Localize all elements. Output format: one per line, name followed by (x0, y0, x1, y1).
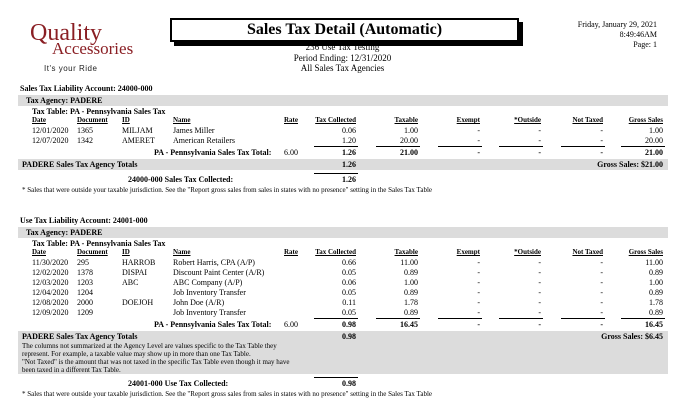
agency-totals-label: PADERE Sales Tax Agency Totals (22, 332, 138, 341)
table-row-cell: James Miller (173, 126, 215, 135)
collected-rule (314, 377, 358, 378)
table-row-cell: 0.06 (342, 126, 356, 135)
tax-agency-band (18, 95, 668, 106)
total-rule (438, 318, 482, 319)
agency-totals-note: "Not Taxed" is the amount that was not taxed in the specific Tax Table even though it may have (22, 358, 290, 366)
column-header: Rate (284, 116, 298, 124)
table-row-cell: - (477, 288, 480, 297)
table-row-cell: 1.00 (649, 126, 663, 135)
tax-table-total-value: - (477, 148, 480, 157)
table-row-cell: ABC Company (A/P) (173, 278, 243, 287)
column-header: Tax Collected (315, 116, 356, 124)
table-row-cell: - (538, 288, 541, 297)
table-row-cell: John Doe (A/R) (173, 298, 225, 307)
table-row-cell: - (600, 298, 603, 307)
tax-agency-heading: Tax Agency: PADERE (26, 228, 103, 237)
total-rule (438, 146, 482, 147)
table-row-cell: 1.78 (404, 298, 418, 307)
agency-totals-tax: 1.26 (342, 160, 356, 169)
table-row-cell: 0.66 (342, 258, 356, 267)
column-header: Document (77, 248, 108, 256)
column-header: Name (173, 248, 191, 256)
tax-table-total-value: - (538, 320, 541, 329)
table-row-cell: Job Inventory Transfer (173, 308, 246, 317)
tax-collected-value: 1.26 (342, 175, 356, 184)
tax-table-total-label: PA - Pennsylvania Sales Tax Total: (154, 148, 272, 157)
tax-table-total-value: - (600, 320, 603, 329)
company-name: 236 Use Tax Testing (305, 42, 380, 52)
table-row-cell: 1209 (77, 308, 93, 317)
agency-totals-tax: 0.98 (342, 332, 356, 341)
table-row-cell: - (538, 268, 541, 277)
column-header: *Outside (514, 248, 541, 256)
collected-rule (314, 173, 358, 174)
table-row-cell: 1.00 (404, 126, 418, 135)
column-header: Date (32, 248, 46, 256)
table-row-cell: 1365 (77, 126, 93, 135)
period-ending: Period Ending: 12/31/2020 (293, 53, 392, 63)
logo-tagline: It's your Ride (44, 64, 98, 73)
table-row-cell: - (538, 298, 541, 307)
table-row-cell: 11.00 (645, 258, 663, 267)
column-header: Taxable (394, 248, 418, 256)
table-row-cell: - (600, 278, 603, 287)
tax-table-total-value: 16.45 (645, 320, 663, 329)
tax-table-heading: Tax Table: PA - Pennsylvania Sales Tax (32, 239, 166, 248)
tax-table-total-value: - (600, 148, 603, 157)
logo-wordmark-quality: Quality (30, 20, 102, 46)
tax-table-total-value: - (477, 320, 480, 329)
column-header: Taxable (394, 116, 418, 124)
tax-table-total-rate: 6.00 (284, 320, 298, 329)
table-row-cell: - (477, 268, 480, 277)
table-row-cell: 1.00 (649, 278, 663, 287)
table-row-cell: 12/02/2020 (32, 268, 69, 277)
tax-collected-label: 24001-000 Use Tax Collected: (128, 379, 229, 388)
table-row-cell: 12/01/2020 (32, 126, 69, 135)
table-row-cell: 0.89 (404, 288, 418, 297)
table-row-cell: 295 (77, 258, 89, 267)
column-header: Exempt (456, 248, 480, 256)
table-row-cell: 0.89 (649, 308, 663, 317)
table-row-cell: 12/07/2020 (32, 136, 69, 145)
column-header: ID (122, 248, 130, 256)
logo-wordmark-accessories: Accessories (52, 39, 134, 58)
table-row-cell: - (600, 288, 603, 297)
table-row-cell: - (477, 126, 480, 135)
table-row-cell: 1204 (77, 288, 93, 297)
table-row-cell: 20.00 (400, 136, 418, 145)
table-row-cell: 12/04/2020 (32, 288, 69, 297)
column-header: Not Taxed (572, 248, 603, 256)
column-header: Exempt (456, 116, 480, 124)
table-row-cell: 12/09/2020 (32, 308, 69, 317)
table-row-cell: - (477, 136, 480, 145)
total-rule (376, 318, 420, 319)
total-rule (314, 146, 358, 147)
column-header: Gross Sales (628, 248, 663, 256)
table-row-cell: - (600, 308, 603, 317)
table-row-cell: 11.00 (400, 258, 418, 267)
table-row-cell: - (477, 258, 480, 267)
table-row-cell: 12/03/2020 (32, 278, 69, 287)
table-row-cell: DISPAI (122, 268, 148, 277)
table-row-cell: 0.05 (342, 268, 356, 277)
table-row-cell: Robert Harris, CPA (A/P) (173, 258, 255, 267)
table-row-cell: 11/30/2020 (32, 258, 69, 267)
table-row-cell: 2000 (77, 298, 93, 307)
agency-totals-note: represent. For example, a taxable value may show up in more than one Tax Table. (22, 350, 251, 358)
table-row-cell: Discount Paint Center (A/R) (173, 268, 265, 277)
table-row-cell: - (538, 126, 541, 135)
column-header: Gross Sales (628, 116, 663, 124)
table-row-cell: 0.11 (342, 298, 356, 307)
column-header: Document (77, 116, 108, 124)
column-header: Name (173, 116, 191, 124)
tax-table-total-label: PA - Pennsylvania Sales Tax Total: (154, 320, 272, 329)
tax-table-total-value: - (538, 148, 541, 157)
table-row-cell: - (538, 278, 541, 287)
table-row-cell: 0.89 (404, 308, 418, 317)
tax-table-total-value: 0.98 (342, 320, 356, 329)
table-row-cell: American Retailers (173, 136, 235, 145)
table-row-cell: 0.05 (342, 308, 356, 317)
report-scope: All Sales Tax Agencies (300, 63, 385, 73)
table-row-cell: MILJAM (122, 126, 153, 135)
table-row-cell: - (477, 278, 480, 287)
table-row-cell: 1.78 (649, 298, 663, 307)
agency-totals-label: PADERE Sales Tax Agency Totals (22, 160, 138, 169)
table-row-cell: 0.05 (342, 288, 356, 297)
table-row-cell: - (538, 308, 541, 317)
report-title: Sales Tax Detail (Automatic) (170, 18, 519, 42)
tax-agency-heading: Tax Agency: PADERE (26, 96, 103, 105)
table-row-cell: - (538, 258, 541, 267)
table-row-cell: - (538, 136, 541, 145)
table-row-cell: 1203 (77, 278, 93, 287)
total-rule (499, 146, 543, 147)
table-row-cell: DOEJOH (122, 298, 154, 307)
table-row-cell: 12/08/2020 (32, 298, 69, 307)
table-row-cell: Job Inventory Transfer (173, 288, 246, 297)
table-row-cell: 0.89 (649, 268, 663, 277)
liability-account-heading: Use Tax Liability Account: 24001-000 (20, 216, 148, 225)
table-row-cell: 0.89 (649, 288, 663, 297)
table-row-cell: - (600, 136, 603, 145)
liability-account-heading: Sales Tax Liability Account: 24000-000 (20, 84, 153, 93)
tax-table-heading: Tax Table: PA - Pennsylvania Sales Tax (32, 107, 166, 116)
agency-totals-note: The columns not summarized at the Agency Level are values specific to the Tax Table they (22, 342, 277, 350)
report-time: 8:49:46AM (619, 30, 657, 39)
table-row-cell: 1378 (77, 268, 93, 277)
tax-table-total-value: 16.45 (400, 320, 418, 329)
tax-table-total-rate: 6.00 (284, 148, 298, 157)
table-row-cell: AMERET (122, 136, 155, 145)
outside-jurisdiction-footnote: * Sales that were outside your taxable jurisdiction. See the "Report gross sales from sales in states with no presence" setting in the Sales Tax Table (22, 390, 432, 398)
total-rule (314, 318, 358, 319)
total-rule (621, 146, 665, 147)
column-header: *Outside (514, 116, 541, 124)
table-row-cell: 20.00 (645, 136, 663, 145)
table-row-cell: - (477, 298, 480, 307)
tax-collected-value: 0.98 (342, 379, 356, 388)
total-rule (621, 318, 665, 319)
agency-gross-sales: Gross Sales: $6.45 (601, 332, 663, 341)
table-row-cell: - (600, 126, 603, 135)
column-header: Not Taxed (572, 116, 603, 124)
agency-totals-note: been taxed in a different Tax Table. (22, 366, 121, 374)
page-number: Page: 1 (633, 40, 657, 49)
total-rule (499, 318, 543, 319)
tax-table-total-value: 21.00 (645, 148, 663, 157)
total-rule (561, 146, 605, 147)
table-row-cell: 1342 (77, 136, 93, 145)
column-header: ID (122, 116, 130, 124)
tax-table-total-value: 1.26 (342, 148, 356, 157)
outside-jurisdiction-footnote: * Sales that were outside your taxable jurisdiction. See the "Report gross sales from sales in states with no presence" setting in the Sales Tax Table (22, 186, 432, 194)
table-row-cell: 1.00 (404, 278, 418, 287)
table-row-cell: 0.89 (404, 268, 418, 277)
table-row-cell: - (600, 258, 603, 267)
column-header: Tax Collected (315, 248, 356, 256)
tax-table-total-value: 21.00 (400, 148, 418, 157)
table-row-cell: 0.06 (342, 278, 356, 287)
table-row-cell: HARROB (122, 258, 156, 267)
column-header: Date (32, 116, 46, 124)
column-header: Rate (284, 248, 298, 256)
table-row-cell: ABC (122, 278, 139, 287)
tax-collected-label: 24000-000 Sales Tax Collected: (128, 175, 234, 184)
total-rule (561, 318, 605, 319)
table-row-cell: - (477, 308, 480, 317)
table-row-cell: - (600, 268, 603, 277)
tax-agency-band (18, 227, 668, 238)
report-date: Friday, January 29, 2021 (577, 20, 657, 29)
total-rule (376, 146, 420, 147)
table-row-cell: 1.20 (342, 136, 356, 145)
agency-gross-sales: Gross Sales: $21.00 (597, 160, 663, 169)
